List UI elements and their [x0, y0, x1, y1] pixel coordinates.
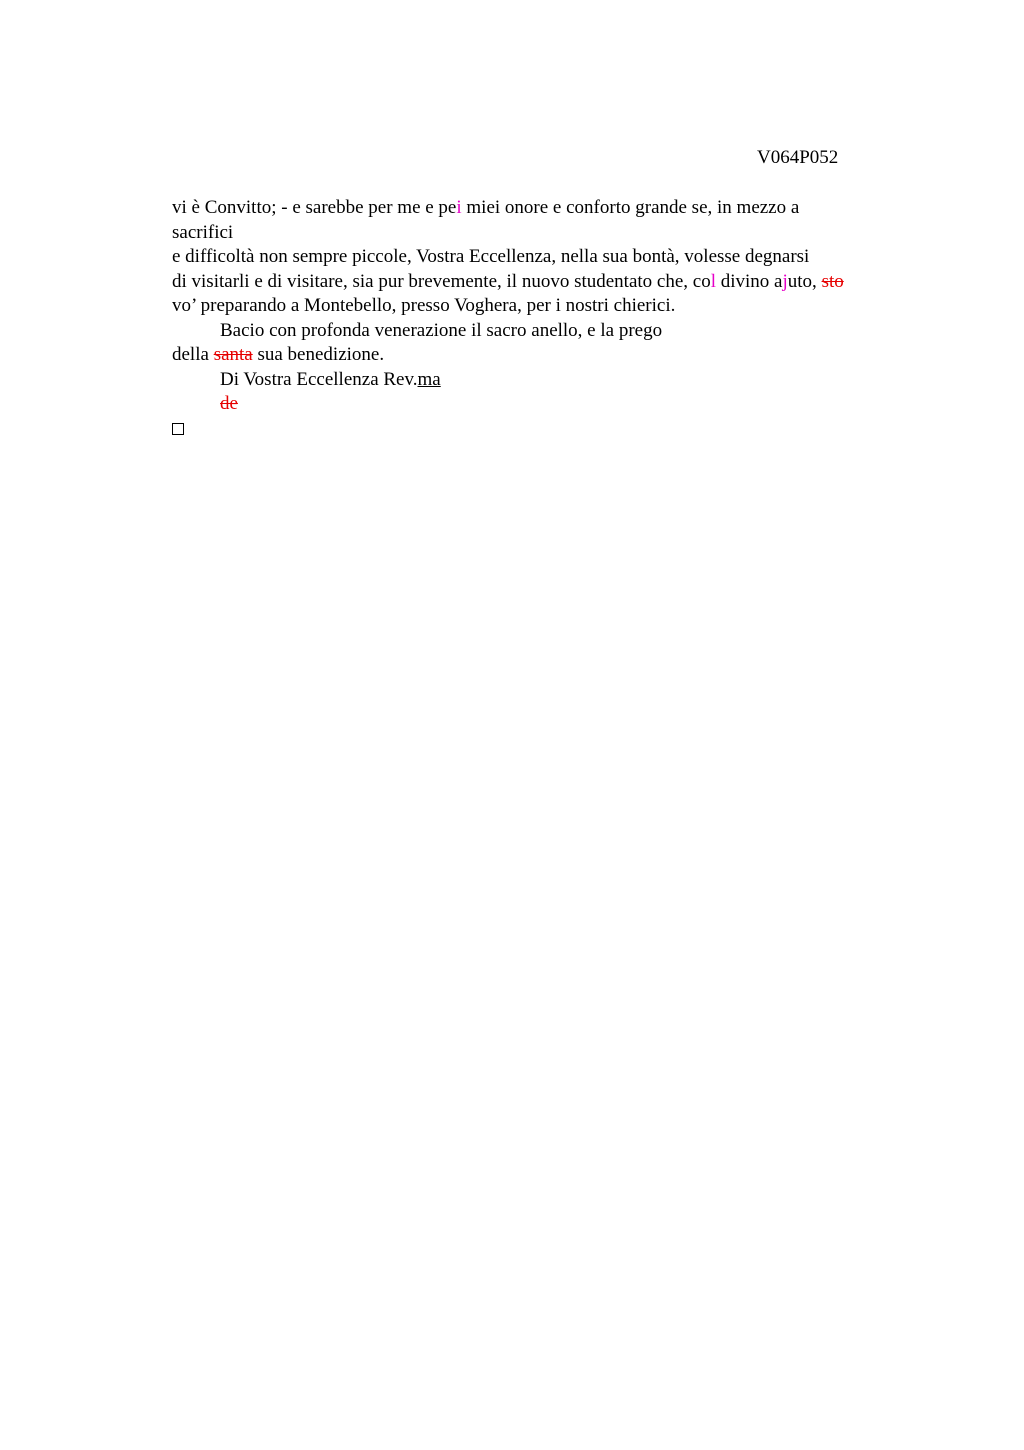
text-segment: della — [172, 344, 214, 365]
text-line-3: e difficoltà non sempre piccole, Vostra Eccellenza, nella sua bontà, volesse degnarsi — [172, 246, 810, 267]
page-identifier: V064P052 — [757, 147, 839, 168]
text-segment: miei onore e conforto grande se, in mezzo a — [461, 197, 800, 218]
letter-body — [172, 196, 912, 441]
inserted-text: i — [456, 197, 462, 218]
text-line-4 — [172, 270, 912, 295]
text-line-1 — [172, 196, 912, 221]
inserted-text: l — [710, 270, 716, 292]
empty-box-icon — [172, 423, 184, 435]
text-segment: Di Vostra Eccellenza Rev. — [220, 368, 418, 390]
text-line-2: sacrifici — [172, 221, 234, 243]
text-line-7 — [172, 343, 912, 368]
text-line-9 — [172, 392, 912, 417]
text-segment: di visitarli e di visitare, sia pur brevemente, il nuovo studentato che, co — [172, 270, 711, 292]
deleted-text: de — [220, 393, 238, 414]
text-segment: uto, — [787, 270, 822, 292]
text-segment: sua benedizione. — [252, 344, 385, 365]
text-segment: vi è Convitto; - e sarebbe per me e pe — [172, 197, 457, 218]
text-line-6: Bacio con profonda venerazione il sacro anello, e la prego — [220, 319, 663, 341]
text-line-10 — [172, 417, 912, 442]
underlined-text: ma — [417, 368, 441, 390]
deleted-text: santa — [213, 344, 253, 365]
inserted-text: j — [782, 270, 788, 292]
text-line-8 — [172, 368, 912, 393]
text-segment: divino a — [716, 270, 783, 292]
text-line-5: vo’ preparando a Montebello, presso Voghera, per i nostri chierici. — [172, 295, 676, 316]
deleted-text: sto — [821, 270, 844, 292]
